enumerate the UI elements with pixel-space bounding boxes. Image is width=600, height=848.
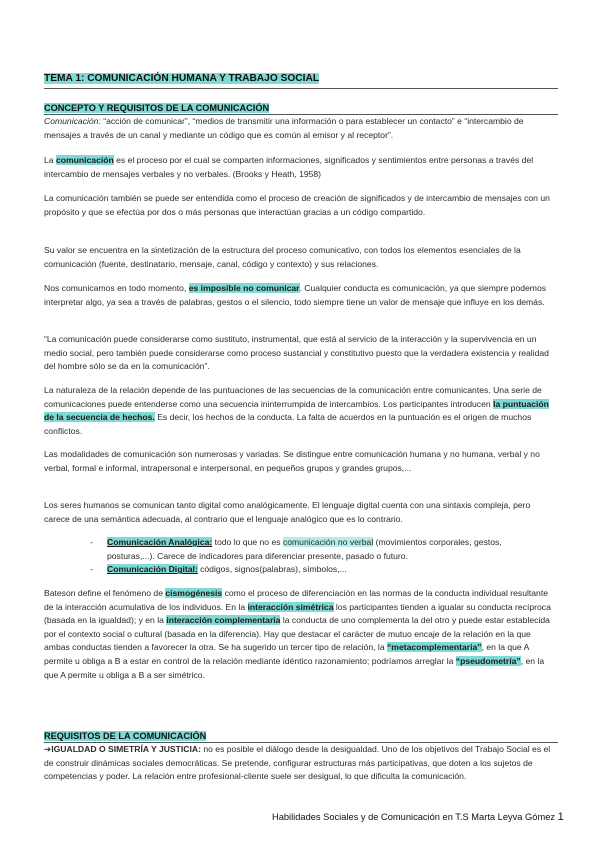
list-item: - Comunicación Analógica: todo lo que no es comunicación no verbal (movimientos corporales, gestos, posturas,...). Carece de indicadores para diferenciar presente, pasado o futuro. [90, 537, 502, 561]
paragraph-7: Las modalidades de comunicación son numerosas y variadas. Se distingue entre comunicación humana y no humana, verbal y no verbal, formal e informal, intrapersonal e interpersonal, en pequeños grupos y grandes grupos,... [44, 449, 540, 473]
paragraph-6: La naturaleza de la relación depende de las puntuaciones de las secuencias de la comunicación entre comunicantes. Una serie de comunicaciones puede entenderse como una secuencia ininterrumpida de intercambios. Los participantes introducen la puntuación de la secuencia de hechos. Es decir, los hechos de la conducta. La falta de acuerdos en la puntuación es el origen de muchos conflictos. [44, 385, 549, 436]
highlight-term: comunicación [55, 155, 114, 165]
page-footer: Habilidades Sociales y de Comunicación en T.S Marta Leyva Gómez 1 [272, 811, 564, 823]
paragraph-2: La comunicación también se puede ser entendida como el proceso de creación de significados y de intercambio de mensajes con un propósito y que se efectúa por dos o más personas que interactúan gracias a un código compartido. [44, 193, 550, 217]
list-item: - Comunicación Digital: códigos, signos(palabras), símbolos,... [90, 564, 347, 575]
section-concepto [44, 103, 558, 142]
paragraph-4: Nos comunicamos en todo momento, es imposible no comunicar. Cualquier conducta es comunicación, ya que siempre podemos interpretar algo, ya sea a través de palabras, gestos o el silencio, todo siempre tiene un valor de mensaje que influye en los demás. [44, 283, 547, 307]
bullet-list [90, 536, 550, 577]
paragraph-1: La comunicación es el proceso por el cual se comparten informaciones, significados y sentimientos entre personas a través del intercambio de mensajes verbales y no verbales. (Brooks y Heath, 1958) [44, 155, 534, 179]
section-requisitos [44, 731, 558, 784]
highlight-term: es imposible no comunicar [188, 283, 300, 293]
page-title: TEMA 1: COMUNICACIÓN HUMANA Y TRABAJO SOCIAL [44, 73, 320, 84]
title-underline [44, 88, 558, 89]
paragraph-3: Su valor se encuentra en la sintetización de la estructura del proceso comunicativo, con todos los elementos esenciales de la comunicación (fuente, destinatario, mensaje, canal, código y contexto) y sus relaciones. [44, 245, 521, 269]
definition-paragraph: Comunicación: “acción de comunicar”, “medios de transmitir una información o para establecer un contacto” e “intercambio de mensajes a través de un canal y mediante un código que es común al emisor y al receptor”. [44, 116, 524, 140]
paragraph-8: Los seres humanos se comunican tanto digital como analógicamente. El lenguaje digital cuenta con una sintaxis compleja, pero carece de una semántica adecuada, al contrario que el lenguaje analógico que es lo contrario. [44, 500, 531, 524]
arrow-icon: ➔ [44, 744, 52, 754]
section-heading: CONCEPTO Y REQUISITOS DE LA COMUNICACIÓN [44, 103, 270, 113]
section-heading: REQUISITOS DE LA COMUNICACIÓN [44, 731, 207, 741]
page-number: 1 [557, 811, 564, 823]
paragraph-quote: “La comunicación puede considerarse como sustituto, instrumental, que está al servicio de la interacción y la supervivencia en un medio social, pero también puede considerarse como proceso sustancial y constitutivo puesto que la verdadera existencia y realidad del hombre sólo se da en la comunicación”. [44, 334, 549, 372]
requirement-paragraph: ➔IGUALDAD O SIMETRÍA Y JUSTICIA: no es posible el diálogo desde la desigualdad. Uno de los objetivos del Trabajo Social es el de construir dinámicas sociales democráticas. Se pretende, configurar estructuras más participativas, que doten a los sujetos de competencias y poder. La relación entre profesional-cliente suele ser desigual, lo que dificulta la comunicación. [44, 744, 551, 782]
paragraph-bateson: Bateson define el fenómeno de cismogénesis como el proceso de diferenciación en las normas de la conducta individual resultante de la interacción acumulativa de los individuos. En la interacción simétrica los participantes tienden a igualar su conducta recíproca (basada en la igualdad); y en la interacción complementaria la conducta de uno complementa la del otro y puede estar establecida por el contexto social o cultural (basada en la diferencia). Hay que destacar el carácter de mutuo encaje de la relación en la que ambas conductas tienden a favorecer la otra. Se ha sugerido un tercer tipo de relación, la “metacomplementaria”, en la que A permite u obliga a B a estar en control de la relación mediante idéntico razonamiento; podríamos arreglar la “pseudometría”, en la que A permite u obliga a B a ser simétrico. [44, 588, 551, 680]
highlight-term: la puntuación de la secuencia de hechos. [44, 398, 549, 423]
